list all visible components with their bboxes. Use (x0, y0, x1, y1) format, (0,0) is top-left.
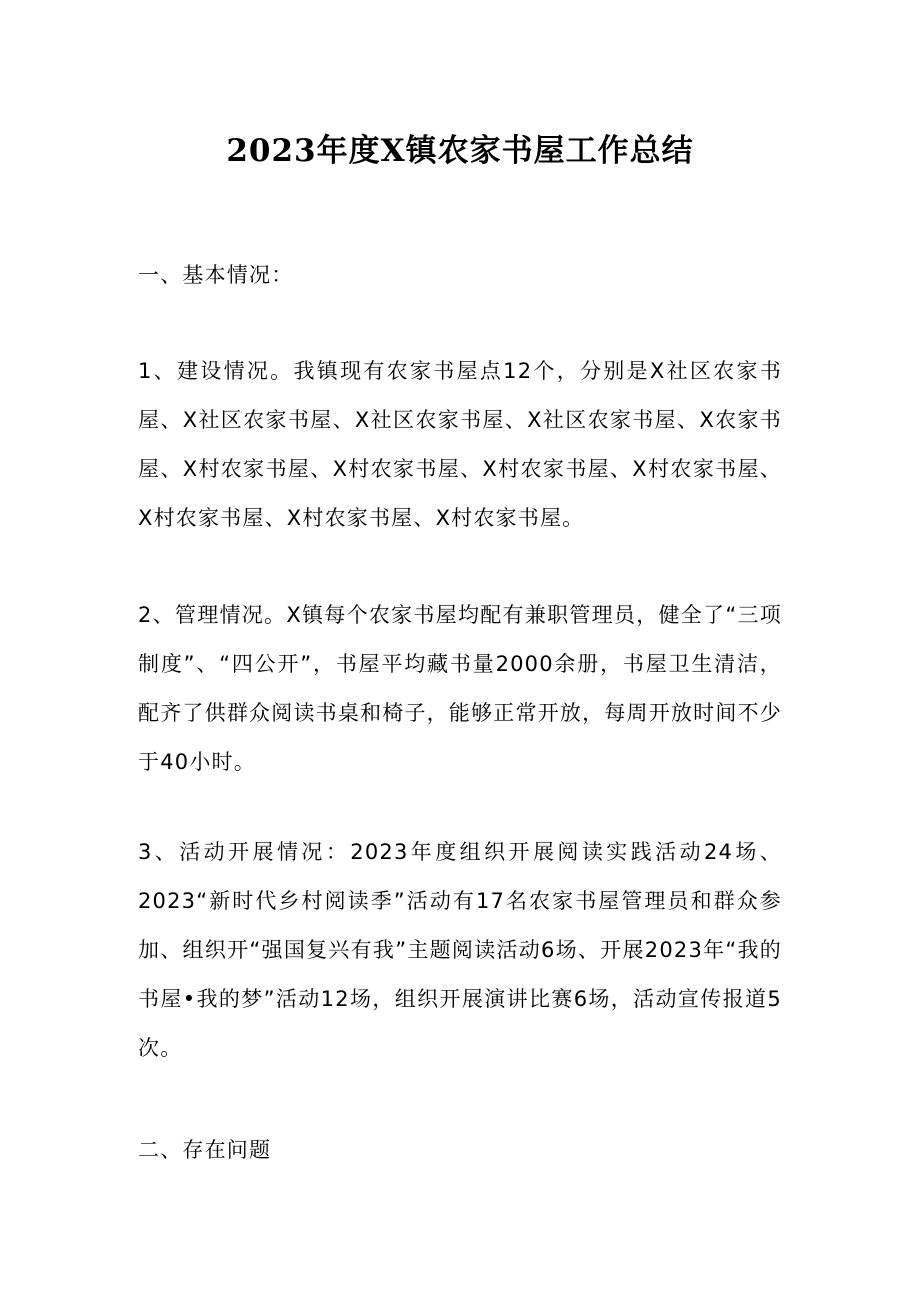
paragraph-management: 2、管理情况。X镇每个农家书屋均配有兼职管理员，健全了“三项制度”、“四公开”，书屋平均藏书量2000余册，书屋卫生清洁，配齐了供群众阅读书桌和椅子，能够正常开放，每周开放时间不少于40小时。 (138, 603, 782, 774)
paragraph-activities: 3、活动开展情况：2023年度组织开展阅读实践活动24场、2023“新时代乡村阅读季”活动有17名农家书屋管理员和群众参加、组织开“强国复兴有我”主题阅读活动6场、开展2023年“我的书屋•我的梦”活动12场，组织开展演讲比赛6场，活动宣传报道5次。 (138, 840, 782, 1060)
document-title: 2023年度X镇农家书屋工作总结 (226, 133, 694, 169)
section-heading-basic-situation: 一、基本情况： (138, 263, 294, 287)
section-heading-problems: 二、存在问题 (138, 1138, 272, 1162)
paragraph-construction: 1、建设情况。我镇现有农家书屋点12个，分别是X社区农家书屋、X社区农家书屋、X社区农家书屋、X社区农家书屋、X农家书屋、X村农家书屋、X村农家书屋、X村农家书屋、X村农家书屋、X村农家书屋、X村农家书屋、X村农家书屋。 (138, 359, 782, 530)
